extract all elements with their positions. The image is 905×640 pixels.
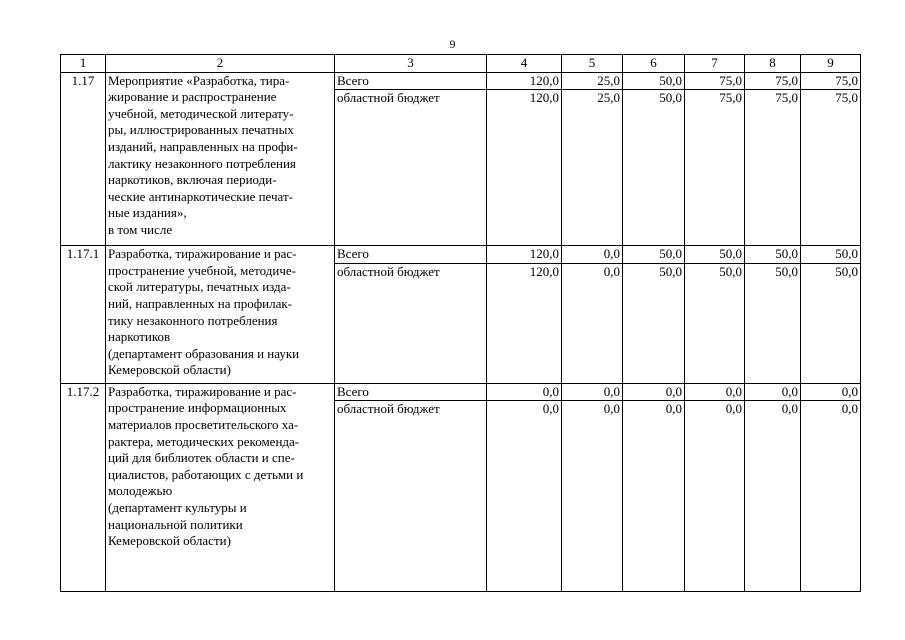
- value-cell: 50,0: [685, 263, 745, 383]
- header-cell: 3: [335, 55, 487, 73]
- header-cell: 7: [685, 55, 745, 73]
- value-cell: 0,0: [487, 401, 562, 592]
- description-line: ний, направленных на профилак-: [108, 295, 292, 311]
- value-cell: 0,0: [685, 383, 745, 401]
- description-line: Кемеровской области): [108, 362, 231, 378]
- description-line: национальной политики: [108, 516, 243, 532]
- value-cell: 75,0: [745, 72, 801, 90]
- description-line: ской литературы, печатных изда-: [108, 279, 291, 295]
- value-cell: 25,0: [562, 72, 623, 90]
- description-line: Разработка, тиражирование и рас-: [108, 383, 297, 399]
- table-row: [61, 72, 861, 90]
- value-cell: 50,0: [801, 263, 861, 383]
- page-number: 9: [449, 37, 456, 51]
- value-cell: 0,0: [801, 401, 861, 592]
- value-cell: 75,0: [801, 90, 861, 246]
- value-cell: 0,0: [562, 401, 623, 592]
- description-line: материалов просветительского ха-: [108, 416, 299, 432]
- value-cell: 50,0: [623, 72, 685, 90]
- header-cell: 1: [61, 55, 106, 73]
- value-cell: 75,0: [801, 72, 861, 90]
- value-cell: 50,0: [623, 90, 685, 246]
- table-row: [61, 246, 861, 264]
- description-line: учебной, методической литерату-: [108, 105, 294, 121]
- value-cell: 0,0: [623, 383, 685, 401]
- description-line: ций для библиотек области и спе-: [108, 450, 295, 466]
- header-cell: 5: [562, 55, 623, 73]
- description-line: (департамент культуры и: [108, 499, 247, 515]
- value-cell: 50,0: [685, 246, 745, 264]
- value-cell: 0,0: [562, 246, 623, 264]
- description-line: ры, иллюстрированных печатных: [108, 122, 294, 138]
- value-cell: 0,0: [562, 383, 623, 401]
- description-line: Кемеровской области): [108, 533, 231, 549]
- row-description: [106, 246, 335, 384]
- value-cell: 75,0: [745, 90, 801, 246]
- value-cell: 0,0: [487, 383, 562, 401]
- description-line: лактику незаконного потребления: [108, 155, 296, 171]
- row-number: 1.17.1: [61, 246, 106, 384]
- value-cell: 0,0: [562, 263, 623, 383]
- value-cell: 120,0: [487, 72, 562, 90]
- description-line: изданий, направленных на профи-: [108, 138, 298, 154]
- funding-source: областной бюджет: [335, 90, 487, 246]
- value-cell: 0,0: [745, 383, 801, 401]
- funding-source: Всего: [335, 246, 487, 264]
- value-cell: 0,0: [745, 401, 801, 592]
- description-line: наркотиков, включая периоди-: [108, 172, 277, 188]
- funding-source: областной бюджет: [335, 401, 487, 592]
- value-cell: 50,0: [745, 246, 801, 264]
- description-line: пространение учебной, методиче-: [108, 262, 296, 278]
- value-cell: 50,0: [745, 263, 801, 383]
- row-description: [106, 383, 335, 592]
- header-cell: 4: [487, 55, 562, 73]
- value-cell: 50,0: [801, 246, 861, 264]
- value-cell: 120,0: [487, 90, 562, 246]
- description-line: молодежью: [108, 483, 173, 499]
- value-cell: 50,0: [623, 263, 685, 383]
- description-line: рактера, методических рекоменда-: [108, 433, 300, 449]
- value-cell: 120,0: [487, 263, 562, 383]
- description-line: ные издания»,: [108, 205, 187, 221]
- header-row: [61, 55, 861, 73]
- description-line: циалистов, работающих с детьми и: [108, 466, 304, 482]
- header-cell: 9: [801, 55, 861, 73]
- header-cell: 2: [106, 55, 335, 73]
- value-cell: 0,0: [623, 401, 685, 592]
- description-line: жирование и распространение: [108, 89, 277, 105]
- description-line: пространение информационных: [108, 400, 287, 416]
- value-cell: 0,0: [685, 401, 745, 592]
- description-line: ческие антинаркотические печат-: [108, 188, 293, 204]
- value-cell: 25,0: [562, 90, 623, 246]
- funding-source: Всего: [335, 383, 487, 401]
- description-line: Разработка, тиражирование и рас-: [108, 246, 297, 262]
- header-cell: 8: [745, 55, 801, 73]
- value-cell: 50,0: [623, 246, 685, 264]
- value-cell: 0,0: [801, 383, 861, 401]
- table-row: [61, 383, 861, 401]
- budget-table: [60, 54, 861, 592]
- description-line: в том числе: [108, 221, 173, 237]
- funding-source: Всего: [335, 72, 487, 90]
- header-cell: 6: [623, 55, 685, 73]
- value-cell: 120,0: [487, 246, 562, 264]
- description-line: (департамент образования и науки: [108, 345, 300, 361]
- value-cell: 75,0: [685, 90, 745, 246]
- value-cell: 75,0: [685, 72, 745, 90]
- row-description: [106, 72, 335, 246]
- row-number: 1.17: [61, 72, 106, 246]
- description-line: наркотиков: [108, 329, 171, 345]
- funding-source: областной бюджет: [335, 263, 487, 383]
- description-line: тику незаконного потребления: [108, 312, 278, 328]
- row-number: 1.17.2: [61, 383, 106, 592]
- description-line: Мероприятие «Разработка, тира-: [108, 72, 290, 88]
